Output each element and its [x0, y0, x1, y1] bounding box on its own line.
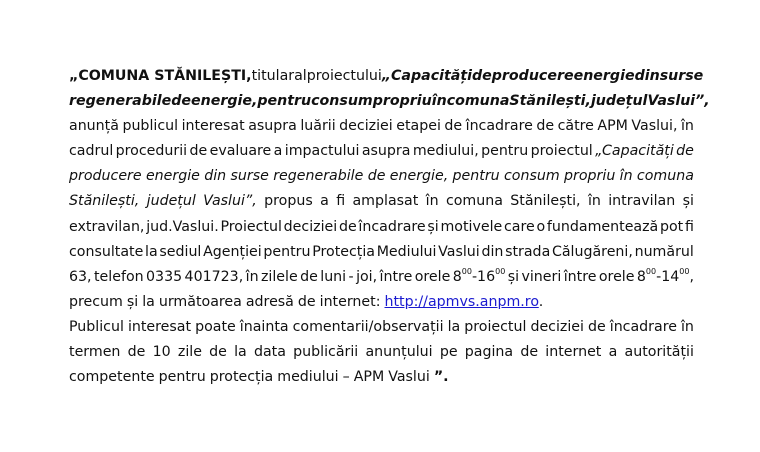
word: o: [536, 218, 546, 235]
word: internet:: [319, 293, 381, 310]
word: Vaslui”,: [647, 93, 710, 110]
word: cadrul: [69, 143, 114, 160]
text-line-9: [69, 265, 694, 290]
word: luni: [320, 268, 347, 285]
word: Publicul: [69, 318, 124, 335]
word: APM: [353, 369, 385, 386]
word: orele: [414, 268, 451, 285]
word: în: [431, 93, 447, 110]
word: amplasat: [352, 193, 419, 210]
word: de: [300, 268, 318, 285]
text-line-1: [69, 64, 704, 89]
word: în: [680, 318, 694, 335]
word: consultate: [69, 243, 144, 260]
word: în: [587, 193, 601, 210]
word: la: [234, 344, 247, 361]
word: asupra: [248, 118, 297, 135]
word: proiectul: [530, 143, 593, 160]
word: vineri: [521, 268, 562, 285]
word: de: [676, 143, 694, 160]
punctuation: .: [538, 293, 544, 310]
word: evaluare: [209, 143, 272, 160]
word: asupra: [361, 143, 411, 160]
word: -: [348, 268, 354, 285]
word: interesat: [181, 118, 245, 135]
word: a: [608, 344, 618, 361]
word: pentru: [257, 93, 312, 110]
word: zile: [177, 344, 202, 361]
word: deciziei: [283, 218, 338, 235]
word: producere: [491, 68, 574, 84]
word: în: [245, 268, 259, 285]
word: fundamentează: [546, 218, 659, 235]
word: și: [427, 218, 439, 235]
word: intravilan: [608, 193, 676, 210]
word: procedurii: [115, 143, 188, 160]
word: pot: [660, 218, 684, 235]
word: pentru: [158, 369, 206, 386]
time-superscript: 00: [495, 266, 506, 276]
word: surse: [230, 168, 269, 185]
word: din: [481, 243, 504, 260]
word: APM: [597, 118, 628, 135]
text-line-5: [69, 164, 694, 189]
word: și: [507, 268, 520, 285]
word: interesat: [127, 318, 192, 335]
word: pagina: [464, 344, 514, 361]
word: Vaslui: [438, 243, 480, 260]
word: publicării: [293, 344, 359, 361]
word: care: [504, 218, 535, 235]
word: Stănilești,: [69, 193, 140, 210]
word: de: [588, 318, 606, 335]
text-line-12: [69, 340, 694, 365]
word: joi,: [356, 268, 378, 285]
word: Agenției: [203, 243, 262, 260]
word: orele: [598, 268, 635, 285]
text-line-3: [69, 114, 694, 139]
word: sediul: [159, 243, 202, 260]
word: telefon: [93, 268, 144, 285]
word: „COMUNA STĂNILEȘTI,: [69, 68, 252, 84]
word: strada: [505, 243, 551, 260]
word: pentru: [452, 168, 500, 185]
word: termen: [69, 344, 121, 361]
word: de: [444, 118, 463, 135]
word: 8: [452, 268, 462, 285]
time-superscript: 00: [461, 266, 472, 276]
word: de: [536, 118, 555, 135]
word: „Capacități: [595, 143, 674, 160]
punctuation: ,: [689, 268, 694, 285]
word: Stănilești,: [510, 193, 581, 210]
word: de: [471, 68, 492, 84]
word: 401723,: [184, 268, 244, 285]
word: pentru: [263, 243, 311, 260]
word: autorității: [624, 344, 694, 361]
word: poate: [195, 318, 236, 335]
word: la: [447, 318, 461, 335]
word: jud.Vaslui.: [146, 218, 219, 235]
word: și: [682, 193, 694, 210]
word: luării: [300, 118, 336, 135]
word: Vaslui,: [631, 118, 678, 135]
word: adresă: [245, 293, 294, 310]
word: de: [127, 344, 146, 361]
word: Mediului: [376, 243, 437, 260]
word: numărul: [634, 243, 694, 260]
word: 8: [636, 268, 646, 285]
word: între: [563, 268, 597, 285]
word: încadrare: [609, 318, 677, 335]
word: încadrare: [358, 218, 426, 235]
word: comuna: [445, 193, 503, 210]
word: încadrare: [465, 118, 533, 135]
word: motivele: [440, 218, 503, 235]
text-line-7: [69, 215, 694, 240]
word: fi: [336, 193, 346, 210]
word: Stănilești,: [509, 93, 591, 110]
text-line-11: [69, 315, 694, 340]
text-line-8: [69, 240, 694, 265]
word: zilele: [260, 268, 298, 285]
word: 63,: [69, 268, 92, 285]
text-line-10: [69, 290, 694, 315]
word: mediului,: [412, 143, 479, 160]
word: de: [297, 293, 316, 310]
word: energie: [145, 168, 200, 185]
word: anunță: [69, 118, 119, 135]
word: de: [367, 168, 386, 185]
time-superscript: 00: [645, 266, 657, 276]
word: în: [425, 193, 439, 210]
word: 0335: [146, 268, 183, 285]
time-range: -14: [656, 268, 680, 285]
word: ”.: [433, 369, 449, 386]
word: titular: [251, 68, 295, 84]
time-range: -16: [471, 268, 496, 285]
word: propriu: [564, 168, 616, 185]
word: comuna: [446, 93, 510, 110]
word: „Capacități: [381, 68, 472, 84]
word: și: [126, 293, 139, 310]
word: deciziei: [339, 118, 393, 135]
word: Vaslui”,: [203, 193, 257, 210]
word: fi: [684, 218, 694, 235]
word: a: [273, 143, 283, 160]
word: comentarii/observații: [292, 318, 444, 335]
word: precum: [69, 293, 123, 310]
word: Călugăreni,: [551, 243, 633, 260]
word: între: [379, 268, 413, 285]
announcement-text: [69, 64, 710, 390]
word: înainta: [239, 318, 289, 335]
word: Vaslui: [388, 369, 430, 386]
word: pentru: [481, 143, 529, 160]
word: la: [142, 293, 155, 310]
word: către: [557, 118, 594, 135]
word: județul: [590, 93, 648, 110]
word: extravilan,: [69, 218, 145, 235]
word: energie: [573, 68, 635, 84]
word: internet: [545, 344, 602, 361]
word: etapei: [396, 118, 441, 135]
word: în: [680, 118, 694, 135]
word: –: [342, 369, 350, 386]
word: 10: [152, 344, 171, 361]
text-line-6: [69, 189, 694, 214]
word: a: [320, 193, 329, 210]
word: mediului: [277, 369, 339, 386]
word: producere: [69, 168, 142, 185]
word: proiectul: [464, 318, 527, 335]
word: următoarea: [158, 293, 242, 310]
text-line-2: [69, 89, 710, 114]
word: Proiectul: [220, 218, 282, 235]
word: protecția: [209, 369, 274, 386]
website-link[interactable]: http://apmvs.anpm.ro: [384, 293, 539, 310]
word: pe: [439, 344, 458, 361]
word: energie,: [389, 168, 449, 185]
word: publicul: [122, 118, 179, 135]
word: competente: [69, 369, 155, 386]
word: de: [171, 93, 191, 110]
time-superscript: 00: [679, 266, 690, 276]
word: de: [189, 143, 208, 160]
text-line-13: [69, 365, 694, 390]
word: regenerabile: [69, 93, 172, 110]
word: la: [145, 243, 158, 260]
word: județul: [146, 193, 196, 210]
word: în: [619, 168, 633, 185]
word: deciziei: [530, 318, 584, 335]
word: de: [520, 344, 539, 361]
word: anunțului: [365, 344, 433, 361]
word: regenerabile: [273, 168, 364, 185]
word: comuna: [636, 168, 694, 185]
word: Protecția: [312, 243, 375, 260]
word: de: [338, 218, 357, 235]
word: consum: [311, 93, 373, 110]
word: energie,: [190, 93, 258, 110]
text-line-4: [69, 139, 694, 164]
word: surse: [659, 68, 704, 84]
word: din: [634, 68, 660, 84]
word: al: [294, 68, 307, 84]
word: propus: [264, 193, 313, 210]
word: din: [204, 168, 227, 185]
word: consum: [504, 168, 560, 185]
word: data: [253, 344, 286, 361]
word: de: [209, 344, 227, 361]
word: propriu: [372, 93, 432, 110]
word: proiectului: [306, 68, 382, 84]
word: impactului: [284, 143, 360, 160]
